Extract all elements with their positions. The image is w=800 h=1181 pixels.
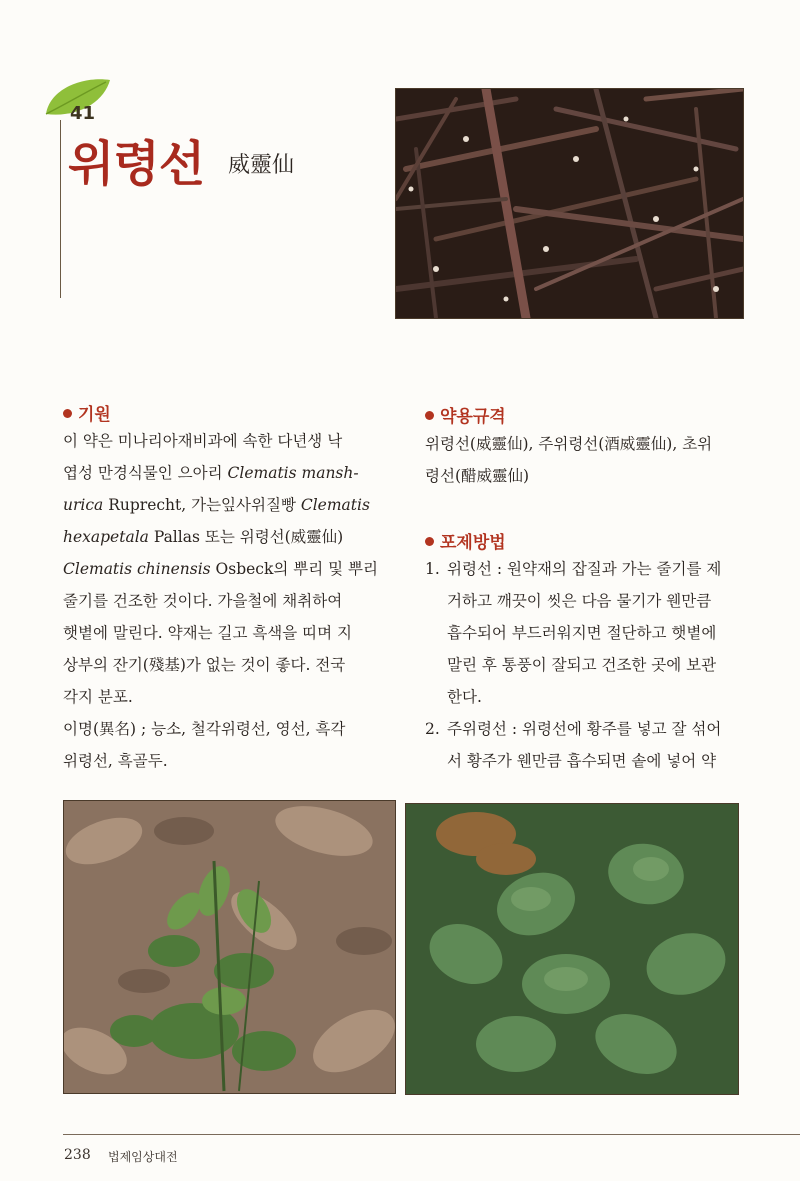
specification-heading-label: 약용규격 bbox=[440, 407, 506, 427]
footer-rule bbox=[63, 1134, 800, 1135]
list-item: 1. 위령선 : 원약재의 잡질과 가는 줄기를 제 거하고 깨끗이 씻은 다음 물기가 웬만큼 흡수되어 부드러워지면 절단하고 햇볕에 말린 후 통풍이 잘되고 건조한 곳에 보관 한다. bbox=[425, 553, 721, 713]
preparation-text bbox=[425, 553, 721, 777]
header-divider bbox=[60, 120, 61, 298]
origin-line: 이명(異名) ; 능소, 철각위령선, 영선, 흑각 bbox=[63, 720, 346, 738]
dried-roots-photo bbox=[395, 88, 744, 319]
origin-line: 햇볕에 말린다. 약재는 길고 흑색을 띠며 지 bbox=[63, 624, 353, 642]
origin-line: Clematis chinensis Osbeck의 뿌리 및 뿌리 bbox=[63, 560, 379, 578]
specification-line: 위령선(威靈仙), 주위령선(酒威靈仙), 초위 bbox=[425, 435, 713, 453]
specification-line: 령선(醋威靈仙) bbox=[425, 467, 530, 485]
origin-line: 각지 분포. bbox=[63, 688, 133, 706]
origin-line: 상부의 잔기(殘基)가 없는 것이 좋다. 전국 bbox=[63, 656, 346, 674]
title-hanja: 威靈仙 bbox=[228, 153, 295, 178]
origin-line: 위령선, 흑골두. bbox=[63, 752, 168, 770]
origin-line: 이 약은 미나리아재비과에 속한 다년생 낙 bbox=[63, 432, 343, 450]
specification-text bbox=[425, 428, 712, 492]
page-title: 위령선 bbox=[68, 136, 205, 192]
entry-number: 41 bbox=[70, 103, 96, 124]
bullet-icon bbox=[425, 411, 434, 420]
origin-line: 줄기를 건조한 것이다. 가을철에 채취하여 bbox=[63, 592, 343, 610]
specification-heading bbox=[425, 402, 506, 427]
list-item-number: 2. bbox=[425, 720, 440, 738]
list-item-number: 1. bbox=[425, 560, 440, 578]
preparation-heading-label: 포제방법 bbox=[440, 533, 506, 553]
book-title: 법제임상대전 bbox=[108, 1150, 178, 1164]
origin-text bbox=[63, 425, 378, 777]
list-item: 2. 주위령선 : 위령선에 황주를 넣고 잘 섞어 서 황주가 웬만큼 흡수되면 솥에 넣어 약 bbox=[425, 713, 721, 777]
origin-line: 엽성 만경식물인 으아리 Clematis mansh- bbox=[63, 464, 359, 482]
origin-line: urica Ruprecht, 가는잎사위질빵 Clematis bbox=[63, 496, 370, 514]
plant-leaves-photo bbox=[405, 803, 739, 1095]
page-number: 238 bbox=[64, 1147, 91, 1163]
bullet-icon bbox=[63, 409, 72, 418]
origin-heading-label: 기원 bbox=[78, 405, 111, 425]
plant-seedling-photo bbox=[63, 800, 396, 1094]
bullet-icon bbox=[425, 537, 434, 546]
origin-heading bbox=[63, 400, 111, 425]
origin-line: hexapetala Pallas 또는 위령선(威靈仙) bbox=[63, 528, 344, 546]
preparation-heading bbox=[425, 528, 506, 553]
